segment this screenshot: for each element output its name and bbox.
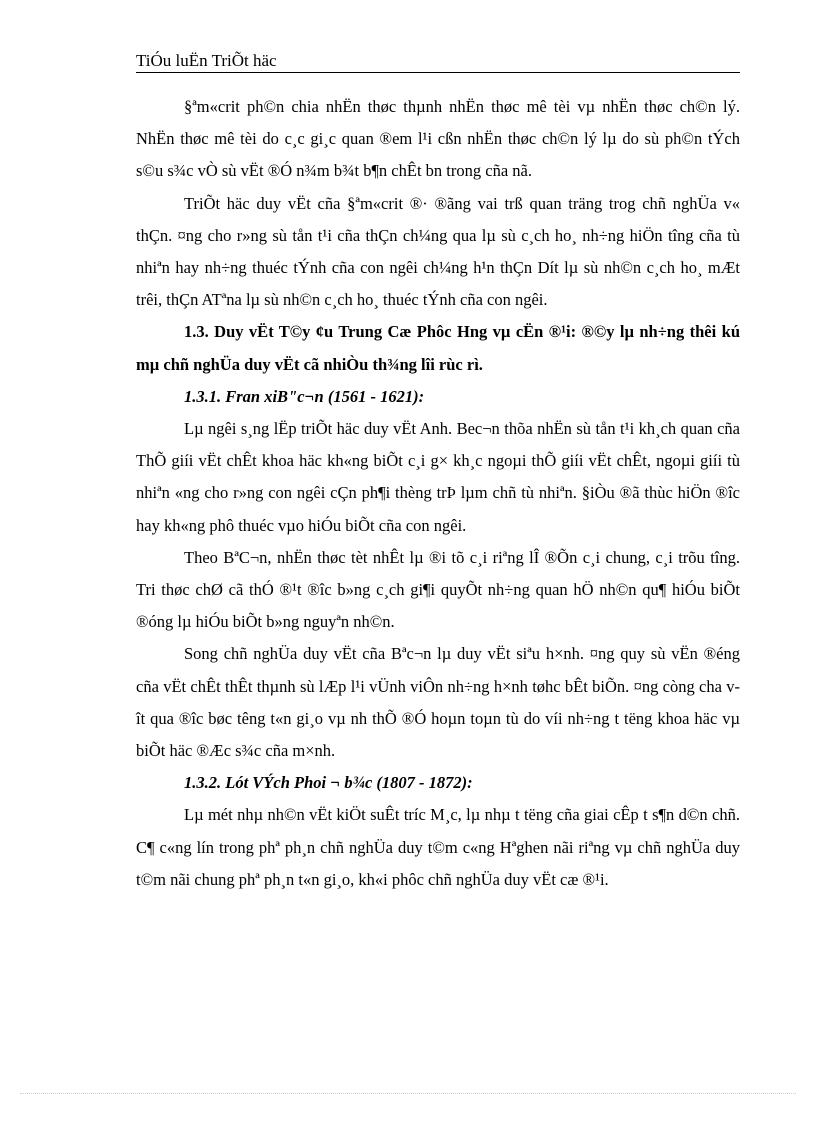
paragraph-bacon-knowledge: Theo BªC¬n, nhËn thøc tèt nhÊt lµ ®i tõ c¸i riªng lÎ ®Õn c¸i chung, c¸i trõu tîng. Tri thøc chØ cã thÓ ®¹t ®îc b»ng c¸ch gi¶i quyÕt nh÷ng quan hÖ nh©n qu¶ hiÓu biÕt ®óng lµ hiÓu biÕt b»ng nguyªn nh©n. [136, 547, 740, 632]
paragraph-bacon-metaphysics: Song chñ nghÜa duy vËt cña Bªc¬n lµ duy vËt siªu h×nh. ¤ng quy sù vËn ®éng cña vËt chÊt thÊt thµnh sù lÆp l¹i vÜnh viÔn nh÷ng h×nh tøhc bÊt biÕn. ¤ng còng cha vît qua ®îc bøc têng t«n gi¸o vµ nh thÕ ®Ó hoµn toµn tù do víi nh÷ng t tëng khoa häc vµ biÕt häc ®Æc s¾c cña m×nh. [136, 644, 740, 761]
subsection-heading-1-3-1: 1.3.1. Fran xiB"c¬n (1561 - 1621): [184, 386, 425, 406]
paragraph-democritus-knowledge: §ªm«crit ph©n chia nhËn thøc thµnh nhËn thøc mê tèi vµ nhËn thøc ch©n lý. NhËn thøc mê tèi do c¸c gi¸c quan ®em l¹i cßn nhËn thøc ch©n lý lµ do sù ph©n tÝch s©u s¾c vÒ sù vËt ®Ó n¾m b¾t b¶n chÊt bn trong cña nã. [136, 97, 740, 181]
page-header [136, 50, 740, 73]
paragraph-democritus-atheism: TriÕt häc duy vËt cña §ªm«crit ®· ®ãng vai trß quan träng trog chñ nghÜa v« thÇn. ¤ng cho r»ng sù tån t¹i cña thÇn ch¼ng qua lµ sù c¸ch ho¸ nh÷ng hiÖn tîng cña tù nhiªn hay nh÷ng thuéc tÝnh cña con ngêi ch¼ng h¹n thÇn Dít lµ sù nh©n c¸ch ho¸ mÆt trêi, thÇn ATªna lµ sù nh©n c¸ch ho¸ thuéc tÝnh cña con ngêi. [136, 193, 740, 310]
page-bottom-divider [20, 1093, 796, 1094]
header-title: TiÓu luËn TriÕt häc [136, 51, 277, 70]
subsection-heading-1-3-2: 1.3.2. Lót VÝch Phoi ¬ b¾c (1807 - 1872): [184, 773, 473, 793]
document-body [136, 91, 740, 896]
paragraph-feuerbach-intro: Lµ mét nhµ nh©n vËt kiÖt suÊt tríc M¸c, lµ nhµ t tëng cña giai cÊp t s¶n d©n chñ. C¶ c«ng lín trong phª ph¸n chñ nghÜa duy t©m c«ng Hªghen nãi riªng vµ chñ nghÜa duy t©m nãi chung phª ph¸n t«n gi¸o, kh«i phôc chñ nghÜa duy vËt cæ ®¹i. [136, 805, 740, 889]
section-heading-1-3: 1.3. Duy vËt T©y ¢u Trung Cæ Phôc Hng vµ cËn ®¹i: ®©y lµ nh÷ng thêi kú mµ chñ nghÜa duy vËt cã nhiÒu th¾ng lîi rùc rì. [136, 322, 740, 374]
paragraph-bacon-intro: Lµ ngêi s¸ng lËp triÕt häc duy vËt Anh. Bec¬n thõa nhËn sù tån t¹i kh¸ch quan cña ThÕ giíi vËt chÊt khoa häc kh«ng biÕt c¸i g× kh¸c ngoµi thÕ giíi vËt chÊt, ngoµi giíi tù nhiªn «ng cho r»ng con ngêi cÇn ph¶i thèng trÞ lµm chñ tù nhiªn. §iÒu ®ã thùc hiÖn ®îc hay kh«ng phô thuéc vµo hiÓu biÕt cña con ngêi. [136, 419, 740, 535]
